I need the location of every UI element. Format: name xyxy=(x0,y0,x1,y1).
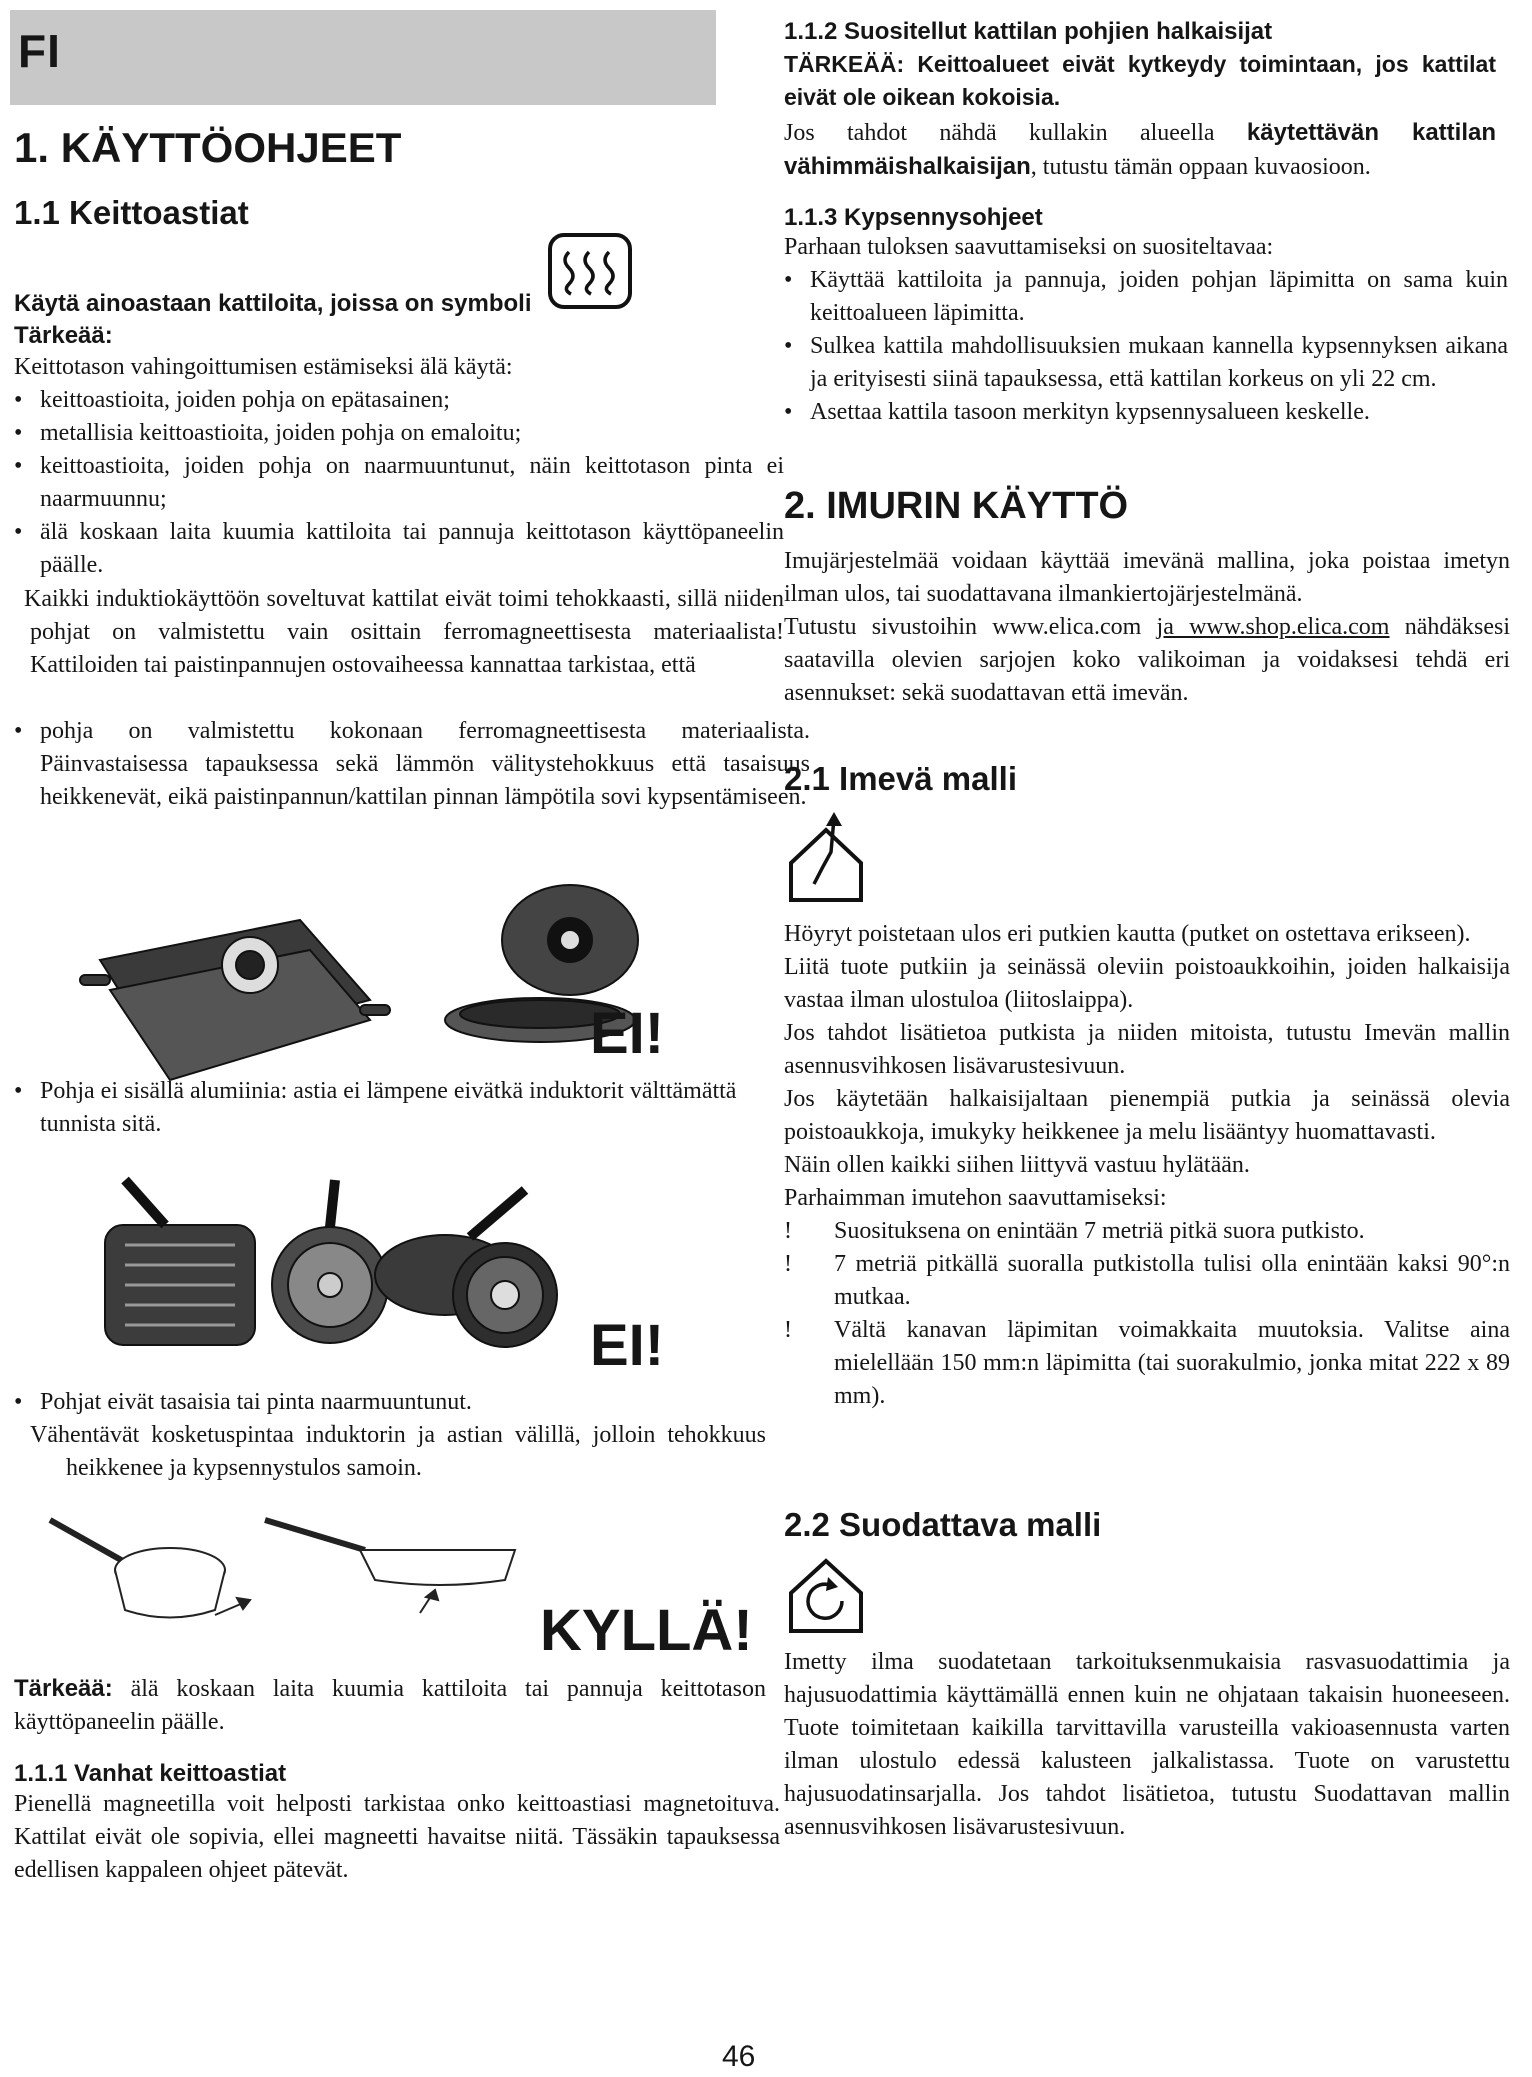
warning-item: • keittoastioita, joiden pohja on epätasainen; xyxy=(14,384,784,417)
language-banner xyxy=(10,10,716,105)
cooking-tip: • Sulkea kattila mahdollisuuksien mukaan kannella kypsennyksen aikana ja erityisesti siinä tapauksessa, että kattilan korkeus on yli 22 cm. xyxy=(784,330,1508,396)
induction-bullet: • pohja on valmistettu kokonaan ferromagneettisesta materiaalista. Päinvastaisessa tapauksessa sekä lämmön välitystehokkuus että tasaisuus heikkenevät, eikä paistinpannun/kattilan pinnan lämpötila sovi kypsentämiseen. xyxy=(14,715,810,814)
induction-symbol-icon xyxy=(547,232,633,310)
sites-link[interactable]: ja www.shop.elica.com xyxy=(1156,614,1390,640)
rule-marker: ! xyxy=(784,1218,792,1244)
ducted-p: Näin ollen kaikki siihen liittyvä vastuu hylätään. xyxy=(784,1152,1250,1178)
uneven-pans-illustration xyxy=(85,1175,585,1350)
ducted-p: Parhaimman imutehon saavuttamiseksi: xyxy=(784,1185,1167,1211)
unsuitable-pans-illustration xyxy=(70,880,670,1090)
verdict-no-2: EI! xyxy=(590,1313,665,1378)
diameter-text-a: Jos tahdot nähdä kullakin alueella xyxy=(784,120,1247,146)
warning-item: • keittoastioita, joiden pohja on naarmuuntunut, näin keittotason pinta ei naarmuunnu; xyxy=(14,450,784,516)
warnings-intro: Keittotason vahingoittumisen estämiseksi älä käytä: xyxy=(14,354,513,380)
size-warning: TÄRKEÄÄ: Keittoalueet eivät kytkeydy toimintaan, jos kattilat eivät ole oikean kokoisia. xyxy=(784,51,1496,110)
ducted-model-icon xyxy=(786,808,866,906)
symbol-instruction: Käytä ainoastaan kattiloita, joissa on symboli xyxy=(14,290,532,317)
ducted-p: Liitä tuote putkiin ja seinässä oleviin poistoaukkoihin, joiden halkaisija vastaa ilman ulostuloa (liitoslaippa). xyxy=(784,954,1510,1013)
verdict-yes: KYLLÄ! xyxy=(540,1598,753,1663)
sites-text: Tutustu sivustoihin www.elica.com xyxy=(784,614,1157,640)
section-1-title: 1. KÄYTTÖOHJEET xyxy=(14,124,402,171)
cookware-warnings xyxy=(14,351,784,582)
rule-text: Vältä kanavan läpimitan voimakkaita muutoksia. Valitse aina mielellään 150 mm:n läpimitta (tai suorakulmio, jonka mitat 222 x 89 mm). xyxy=(834,1317,1510,1409)
diameter-text-bold: käytettävän kattilan vähimmäishalkaisijan xyxy=(784,119,1496,180)
uneven-bullet: • Pohjat eivät tasaisia tai pinta naarmuuntunut. xyxy=(14,1386,810,1419)
section-2-2-title: 2.2 Suodattava malli xyxy=(784,1506,1102,1543)
important-label: Tärkeää: xyxy=(14,322,113,349)
ducting-rule xyxy=(784,1248,1510,1314)
section-1-1-title: 1.1 Keittoastiat xyxy=(14,194,249,231)
filter-model-text: Imetty ilma suodatetaan tarkoituksenmukaisia rasvasuodattimia ja hajusuodattimia käyttämällä ennen kuin ne ohjataan takaisin huoneeseen. Tuote toimitetaan kaikilla tarvittavilla varusteilla vakioasennusta varten ilman ulostulo edessä kalusteen jalkalistassa. Tuote on varustettu hajusuodatinsarjalla. Jos tahdot lisätietoa, tutustu Suodattavan mallin asennusvihkosen lisävarustesivuun. xyxy=(784,1649,1510,1840)
diameter-text-b: , tutustu tämän oppaan kuvaosioon. xyxy=(1030,154,1371,180)
verdict-no-1: EI! xyxy=(590,1001,665,1066)
extractor-intro-p2 xyxy=(784,611,1510,710)
section-2-title: 2. IMURIN KÄYTTÖ xyxy=(784,485,1129,527)
rule-marker: ! xyxy=(784,1317,792,1343)
cooking-tips xyxy=(784,231,1508,429)
ducting-rule xyxy=(784,1314,1510,1413)
ducted-p: Jos tahdot lisätietoa putkista ja niiden mitoista, tutustu Imevän mallin asennusvihkosen lisävarustesivuun. xyxy=(784,1020,1510,1079)
ducting-rule xyxy=(784,1215,1510,1248)
rule-text: Suosituksena on enintään 7 metriä pitkä suora putkisto. xyxy=(834,1218,1365,1244)
section-2-1-title: 2.1 Imevä malli xyxy=(784,760,1017,797)
rule-marker: ! xyxy=(784,1251,792,1277)
section-1-1-1-title: 1.1.1 Vanhat keittoastiat xyxy=(14,1760,287,1787)
filter-model-icon xyxy=(786,1555,866,1635)
page-number: 46 xyxy=(722,2040,756,2073)
section-1-1-3-title: 1.1.3 Kypsennysohjeet xyxy=(784,204,1043,231)
warning-item: • älä koskaan laita kuumia kattiloita tai pannuja keittotason käyttöpaneelin päälle. xyxy=(14,516,784,582)
ducted-model-text xyxy=(784,918,1510,1413)
sites-text-end: nähdäksesi saatavilla olevien sarjojen koko valikoiman ja voidaksesi tehdä eri asennukset: sekä suodattavan että imevän. xyxy=(784,614,1511,706)
important-note-text: älä koskaan laita kuumia kattiloita tai pannuja keittotason käyttöpaneelin päälle. xyxy=(14,1676,766,1735)
extractor-intro xyxy=(784,545,1510,710)
extractor-intro-p1: Imujärjestelmää voidaan käyttää imevänä mallina, joka poistaa imetyn ilman ulos, tai suodattavana ilmankiertojärjestelmänä. xyxy=(784,548,1510,607)
cooking-tip: • Käyttää kattiloita ja pannuja, joiden pohjan läpimitta on sama kuin keittoalueen läpimitta. xyxy=(784,264,1508,330)
language-code: FI xyxy=(18,25,61,77)
diameter-text xyxy=(784,116,1496,184)
ducted-p: Jos käytetään halkaisijaltaan pienempiä putkia ja seinässä olevia poistoaukkoja, imukyky heikkenee ja melu lisääntyy huomattavasti. xyxy=(784,1086,1510,1145)
section-1-1-2-title: 1.1.2 Suositellut kattilan pohjien halkaisijat xyxy=(784,18,1273,45)
important-note-label: Tärkeää: xyxy=(14,1675,113,1702)
induction-paragraph: Kaikki induktiokäyttöön soveltuvat kattilat eivät toimi tehokkaasti, sillä niiden pohjat on valmistettu vain osittain ferromagneettisesta materiaalista! Kattiloiden tai paistinpannujen ostovaiheessa kannattaa tarkistaa, että xyxy=(24,586,784,678)
aluminium-bullet: • Pohja ei sisällä alumiinia: astia ei lämpene eivätkä induktorit välttämättä tunnista sitä. xyxy=(14,1075,810,1141)
cooking-tips-intro: Parhaan tuloksen saavuttamiseksi on suositeltavaa: xyxy=(784,234,1274,260)
suitable-pans-illustration xyxy=(45,1505,525,1630)
old-cookware-text: Pienellä magneetilla voit helposti tarkistaa onko keittoastiasi magnetoituva. Kattilat eivät ole sopivia, ellei magneetti havaitse niitä. Tässäkin tapauksessa edellisen kappaleen ohjeet pätevät. xyxy=(14,1791,780,1883)
warning-item: • metallisia keittoastioita, joiden pohja on emaloitu; xyxy=(14,417,784,450)
important-note xyxy=(14,1672,766,1739)
uneven-explanation: Vähentävät kosketuspintaa induktorin ja astian välillä, jolloin tehokkuus heikkenee ja kypsennystulos samoin. xyxy=(30,1422,766,1481)
ducted-p: Höyryt poistetaan ulos eri putkien kautta (putket on ostettava erikseen). xyxy=(784,921,1471,947)
cooking-tip: • Asettaa kattila tasoon merkityn kypsennysalueen keskelle. xyxy=(784,396,1508,429)
rule-text: 7 metriä pitkällä suoralla putkistolla tulisi olla enintään kaksi 90°:n mutkaa. xyxy=(834,1251,1510,1310)
